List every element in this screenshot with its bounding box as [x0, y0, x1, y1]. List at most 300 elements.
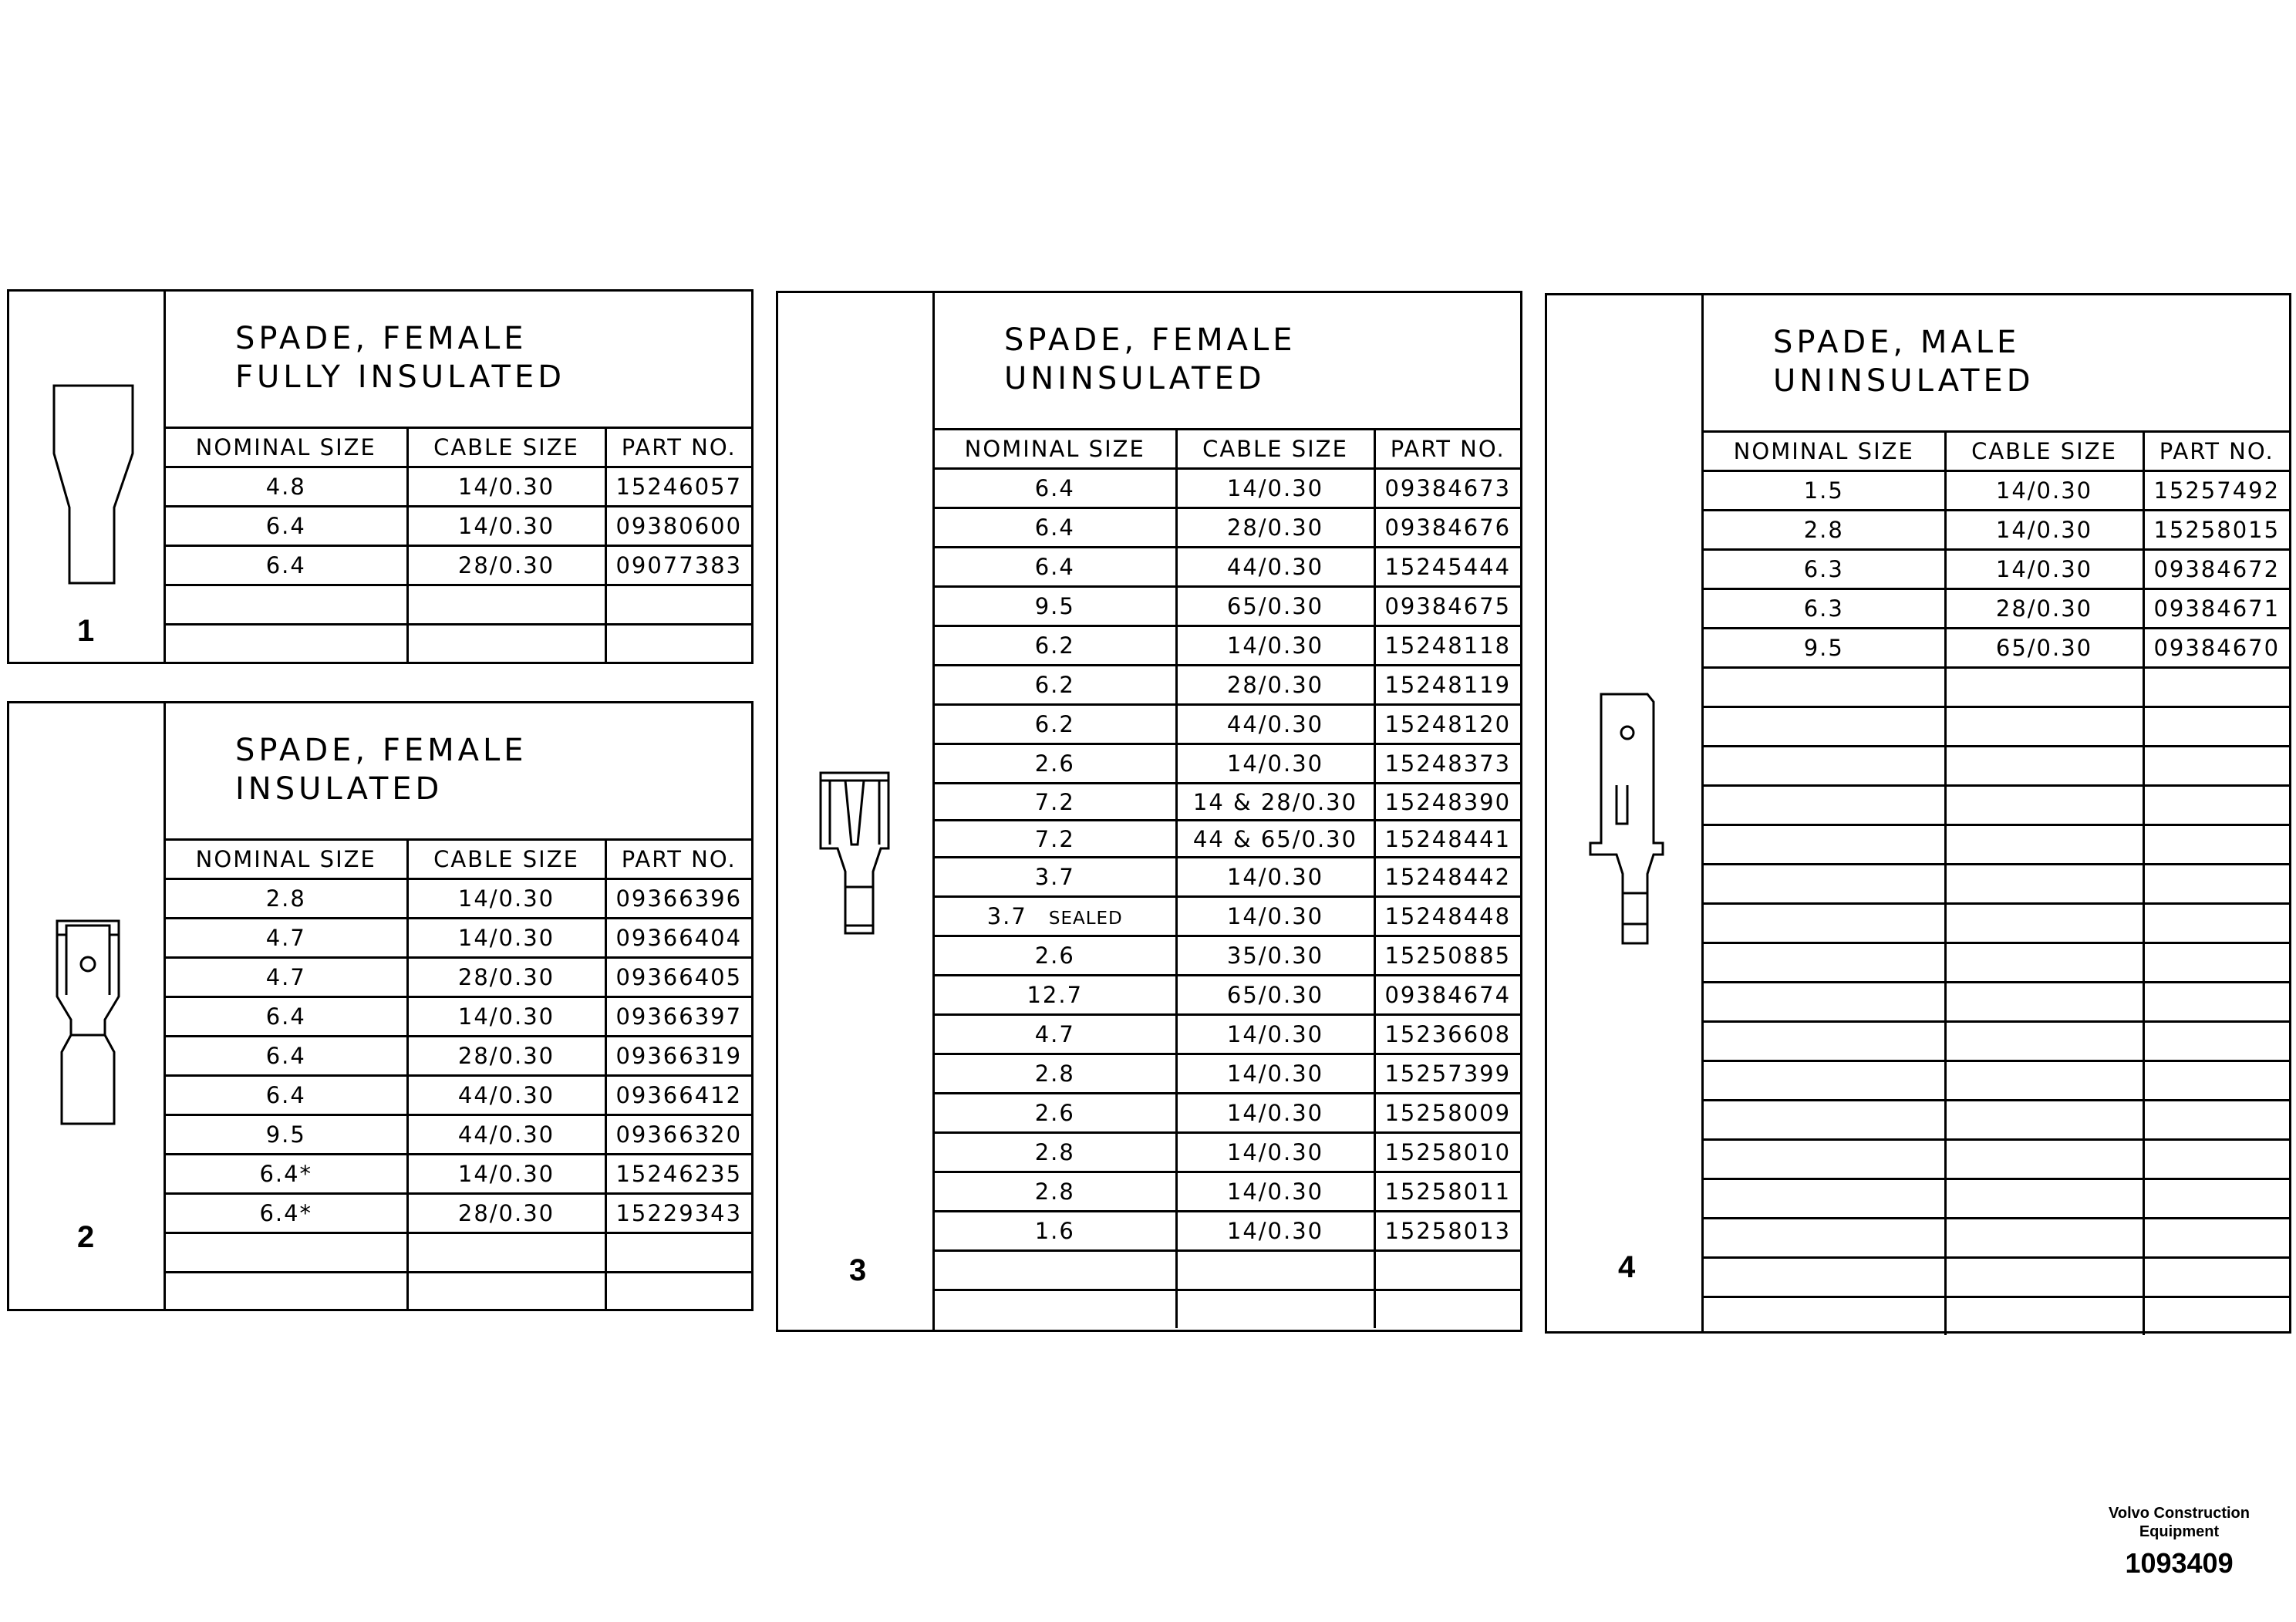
nominal-size-value: 2.8: [1034, 1139, 1075, 1165]
cable-size-cell: [1945, 904, 2143, 943]
cable-size-cell: [1945, 707, 2143, 747]
nominal-size-cell: [1704, 786, 1945, 825]
cable-size-cell: 14/0.30: [1176, 1172, 1374, 1212]
nominal-size-cell: [1704, 471, 1945, 511]
nominal-size-value: 1.5: [1803, 477, 1844, 504]
part-number-cell: [1374, 1251, 1520, 1290]
company-name-line-1: Volvo Construction: [2109, 1505, 2250, 1522]
cable-size-cell: [1945, 1258, 2143, 1297]
terminal-drawing-cell: [9, 703, 166, 1309]
part-number-cell: [2143, 747, 2289, 786]
cable-size-cell: 14/0.30: [1176, 626, 1374, 666]
cable-size-cell: [1945, 668, 2143, 707]
table-row: [1704, 1258, 2289, 1297]
terminal-drawing-cell: [9, 292, 166, 662]
nominal-size-cell: [166, 1194, 407, 1233]
table-row: [166, 997, 751, 1037]
table-row: [166, 919, 751, 958]
title-line-1: SPADE, MALE: [1773, 325, 2021, 360]
nominal-size-value: 6.4: [1034, 554, 1075, 580]
table-row: [1704, 865, 2289, 904]
part-number-cell: 09366404: [605, 919, 751, 958]
cable-size-cell: 14/0.30: [1176, 1133, 1374, 1172]
part-no-header: PART NO.: [605, 841, 751, 879]
cable-size-cell: 28/0.30: [407, 1194, 605, 1233]
cable-size-cell: 35/0.30: [1176, 936, 1374, 976]
table-row: [935, 1133, 1520, 1172]
nominal-size-header: NOMINAL SIZE: [166, 429, 407, 467]
part-number-cell: [605, 625, 751, 663]
table-row: [166, 879, 751, 919]
table-row: [935, 784, 1520, 821]
part-no-header: PART NO.: [2143, 433, 2289, 471]
cable-size-cell: 14/0.30: [407, 919, 605, 958]
nominal-size-value: 2.6: [1034, 1100, 1075, 1126]
part-number-cell: [2143, 1061, 2289, 1101]
company-name-line-2: Equipment: [2139, 1523, 2220, 1540]
table-row: [935, 858, 1520, 897]
nominal-size-cell: [935, 548, 1176, 587]
cable-size-cell: 14/0.30: [1945, 471, 2143, 511]
nominal-size-value: 6.4: [265, 1043, 306, 1069]
nominal-size-cell: [166, 467, 407, 507]
nominal-size-cell: [1704, 629, 1945, 668]
cable-size-cell: 14/0.30: [1945, 550, 2143, 589]
terminal-panel-3: [776, 291, 1522, 1332]
nominal-size-value: 4.7: [265, 964, 306, 990]
table-row: [1704, 904, 2289, 943]
table-row: [166, 1155, 751, 1194]
panel-number: 4: [1618, 1250, 1636, 1284]
title-line-1: SPADE, FEMALE: [235, 733, 528, 768]
cable-size-cell: [1176, 1290, 1374, 1329]
cable-size-cell: 44/0.30: [407, 1076, 605, 1115]
part-number-cell: 15246057: [605, 467, 751, 507]
table-row: [1704, 511, 2289, 550]
nominal-size-header: NOMINAL SIZE: [935, 430, 1176, 469]
cable-size-cell: 14/0.30: [407, 467, 605, 507]
header-row: [935, 430, 1520, 469]
nominal-size-value: 6.4: [265, 1082, 306, 1108]
parts-table: [166, 841, 751, 1310]
nominal-size-cell: [1704, 904, 1945, 943]
table-row: [1704, 1140, 2289, 1179]
part-number-cell: 15248448: [1374, 897, 1520, 936]
table-row: [935, 469, 1520, 508]
panel-number: 1: [77, 614, 95, 648]
table-row: [166, 546, 751, 585]
table-row: [1704, 747, 2289, 786]
cable-size-header: CABLE SIZE: [1945, 433, 2143, 471]
title-line-2: UNINSULATED: [1004, 361, 1266, 396]
part-number-cell: 15245444: [1374, 548, 1520, 587]
nominal-size-value: 4.7: [265, 925, 306, 951]
table-row: [1704, 1179, 2289, 1219]
nominal-size-header: NOMINAL SIZE: [1704, 433, 1945, 471]
table-row: [166, 1273, 751, 1311]
table-row: [935, 626, 1520, 666]
terminal-panel-4: [1545, 293, 2291, 1334]
nominal-size-value: 6.4: [265, 513, 306, 539]
spade-male-uninsulated-drawing: [1586, 693, 1671, 955]
title-line-2: UNINSULATED: [1773, 363, 2035, 399]
nominal-size-cell: [1704, 1258, 1945, 1297]
table-row: [935, 666, 1520, 705]
cable-size-cell: 14/0.30: [407, 1155, 605, 1194]
part-number-cell: 09366397: [605, 997, 751, 1037]
cable-size-cell: 14/0.30: [1176, 1212, 1374, 1251]
nominal-size-cell: [1704, 550, 1945, 589]
part-number-cell: [2143, 865, 2289, 904]
cable-size-cell: 14/0.30: [1176, 1094, 1374, 1133]
table-row: [1704, 629, 2289, 668]
table-row: [935, 1212, 1520, 1251]
table-row: [1704, 1022, 2289, 1061]
table-row: [935, 548, 1520, 587]
part-number-cell: [2143, 1101, 2289, 1140]
nominal-size-value: 2.8: [265, 885, 306, 912]
spade-female-uninsulated-drawing: [813, 771, 898, 949]
nominal-size-cell: [166, 997, 407, 1037]
nominal-size-cell: [1704, 1101, 1945, 1140]
cable-size-cell: [1945, 1219, 2143, 1258]
nominal-size-value: 2.6: [1034, 943, 1075, 969]
table-row: [1704, 707, 2289, 747]
table-row: [935, 1054, 1520, 1094]
table-row: [166, 585, 751, 625]
cable-size-cell: 65/0.30: [1176, 976, 1374, 1015]
nominal-size-cell: [935, 821, 1176, 858]
nominal-size-value: 2.8: [1803, 517, 1844, 543]
table-row: [166, 1233, 751, 1273]
table-row: [166, 625, 751, 663]
cable-size-cell: 65/0.30: [1176, 587, 1374, 626]
cable-size-cell: 14/0.30: [1176, 1054, 1374, 1094]
part-number-cell: 15258015: [2143, 511, 2289, 550]
part-number-cell: 15236608: [1374, 1015, 1520, 1054]
terminal-panel-2: [7, 701, 754, 1311]
cable-size-cell: [407, 1233, 605, 1273]
part-number-cell: 09077383: [605, 546, 751, 585]
cable-size-cell: 28/0.30: [1176, 508, 1374, 548]
cable-size-cell: 44 & 65/0.30: [1176, 821, 1374, 858]
part-number-cell: [605, 1233, 751, 1273]
nominal-size-value: 7.2: [1034, 788, 1075, 815]
nominal-size-value: 6.3: [1803, 556, 1844, 582]
nominal-size-cell: [935, 626, 1176, 666]
terminal-panel-1: [7, 289, 754, 664]
table-row: [1704, 589, 2289, 629]
part-number-cell: 09366405: [605, 958, 751, 997]
part-number-cell: [2143, 983, 2289, 1022]
parts-table: [935, 430, 1520, 1328]
nominal-size-cell: [935, 1172, 1176, 1212]
nominal-size-cell: [1704, 865, 1945, 904]
part-number-cell: 15258009: [1374, 1094, 1520, 1133]
nominal-size-cell: [935, 1054, 1176, 1094]
part-number-cell: 09366412: [605, 1076, 751, 1115]
part-number-cell: [2143, 786, 2289, 825]
part-number-cell: [2143, 1022, 2289, 1061]
nominal-size-cell: [166, 625, 407, 663]
cable-size-cell: 28/0.30: [407, 958, 605, 997]
cable-size-cell: [1945, 1061, 2143, 1101]
part-number-cell: 15246235: [605, 1155, 751, 1194]
table-row: [1704, 471, 2289, 511]
nominal-size-cell: [935, 469, 1176, 508]
nominal-size-cell: [935, 858, 1176, 897]
cable-size-cell: 28/0.30: [1176, 666, 1374, 705]
nominal-size-cell: [166, 1155, 407, 1194]
cable-size-header: CABLE SIZE: [1176, 430, 1374, 469]
nominal-size-cell: [935, 1094, 1176, 1133]
part-no-header: PART NO.: [605, 429, 751, 467]
nominal-size-cell: [935, 936, 1176, 976]
cable-size-cell: 14/0.30: [407, 507, 605, 546]
table-row: [1704, 550, 2289, 589]
cable-size-cell: 14/0.30: [1176, 858, 1374, 897]
nominal-size-value: 4.7: [1034, 1021, 1075, 1047]
part-number-cell: 09384671: [2143, 589, 2289, 629]
part-number-cell: 09384672: [2143, 550, 2289, 589]
drawing-number: 1093409: [2125, 1547, 2234, 1579]
part-number-cell: [2143, 1219, 2289, 1258]
cable-size-cell: [1945, 1297, 2143, 1336]
header-row: [166, 841, 751, 879]
table-row: [166, 1115, 751, 1155]
nominal-size-cell: [935, 1015, 1176, 1054]
cable-size-cell: [1945, 1140, 2143, 1179]
nominal-size-value: 1.6: [1034, 1218, 1075, 1244]
nominal-size-value: 12.7: [1027, 982, 1084, 1008]
table-row: [1704, 668, 2289, 707]
part-number-cell: 09384675: [1374, 587, 1520, 626]
part-number-cell: 09366320: [605, 1115, 751, 1155]
cable-size-cell: 65/0.30: [1945, 629, 2143, 668]
nominal-size-cell: [1704, 1219, 1945, 1258]
nominal-size-cell: [935, 705, 1176, 744]
nominal-size-value: 2.8: [1034, 1179, 1075, 1205]
nominal-size-cell: [166, 1037, 407, 1076]
nominal-size-cell: [166, 919, 407, 958]
spade-female-insulated-drawing: [48, 919, 133, 1143]
part-number-cell: [2143, 707, 2289, 747]
nominal-size-value: 3.7: [1034, 864, 1075, 890]
nominal-size-value: 3.7: [986, 903, 1027, 929]
table-row: [935, 508, 1520, 548]
cable-size-cell: [1945, 786, 2143, 825]
panel-number: 2: [77, 1220, 95, 1254]
header-row: [166, 429, 751, 467]
nominal-size-value: 2.8: [1034, 1061, 1075, 1087]
part-number-cell: [605, 1273, 751, 1311]
panel-title: [1704, 295, 2289, 433]
part-number-cell: [2143, 1297, 2289, 1336]
title-line-2: FULLY INSULATED: [235, 359, 566, 395]
nominal-size-cell: [166, 507, 407, 546]
cable-size-header: CABLE SIZE: [407, 841, 605, 879]
nominal-size-cell: [1704, 983, 1945, 1022]
title-block: [2109, 1504, 2250, 1580]
nominal-size-cell: [1704, 1022, 1945, 1061]
nominal-size-cell: [935, 587, 1176, 626]
table-row: [935, 936, 1520, 976]
nominal-size-cell: [1704, 668, 1945, 707]
parts-table: [166, 429, 751, 663]
nominal-size-value: 6.4*: [259, 1200, 313, 1226]
cable-size-cell: 44/0.30: [1176, 548, 1374, 587]
cable-size-cell: 14/0.30: [1176, 469, 1374, 508]
part-number-cell: [2143, 904, 2289, 943]
table-row: [935, 1251, 1520, 1290]
part-number-cell: 09384676: [1374, 508, 1520, 548]
panel-title: [166, 703, 751, 841]
table-row: [935, 705, 1520, 744]
nominal-size-cell: [166, 958, 407, 997]
table-row: [1704, 1297, 2289, 1336]
cable-size-cell: [1945, 943, 2143, 983]
cable-size-cell: [407, 625, 605, 663]
table-row: [935, 587, 1520, 626]
part-number-cell: 15248373: [1374, 744, 1520, 784]
nominal-size-value: 6.4: [1034, 475, 1075, 501]
cable-size-cell: 14/0.30: [1176, 744, 1374, 784]
cable-size-cell: [1945, 747, 2143, 786]
part-number-cell: 09366319: [605, 1037, 751, 1076]
table-row: [166, 467, 751, 507]
table-row: [1704, 1061, 2289, 1101]
table-row: [166, 1076, 751, 1115]
table-row: [935, 744, 1520, 784]
nominal-size-value: 7.2: [1034, 825, 1075, 852]
nominal-size-value: 4.8: [265, 474, 306, 500]
table-row: [166, 1037, 751, 1076]
nominal-size-value: 6.4: [265, 1003, 306, 1030]
table-row: [1704, 825, 2289, 865]
nominal-size-cell: [935, 1290, 1176, 1329]
part-number-cell: [2143, 668, 2289, 707]
cable-size-cell: 44/0.30: [1176, 705, 1374, 744]
nominal-size-cell: [935, 1133, 1176, 1172]
table-row: [1704, 1219, 2289, 1258]
table-row: [935, 1172, 1520, 1212]
nominal-size-value: 6.2: [1034, 632, 1075, 659]
nominal-size-cell: [166, 546, 407, 585]
cable-size-cell: 14/0.30: [1945, 511, 2143, 550]
nominal-size-cell: [935, 897, 1176, 936]
cable-size-cell: [1945, 983, 2143, 1022]
nominal-size-value: 6.2: [1034, 711, 1075, 737]
part-number-cell: 09384673: [1374, 469, 1520, 508]
parts-table: [1704, 433, 2289, 1335]
nominal-size-cell: [1704, 1061, 1945, 1101]
part-number-cell: [2143, 1258, 2289, 1297]
nominal-size-cell: [166, 1076, 407, 1115]
part-number-cell: [605, 585, 751, 625]
table-row: [166, 507, 751, 546]
part-number-cell: 15248441: [1374, 821, 1520, 858]
nominal-size-value: 6.4: [265, 552, 306, 578]
cable-size-cell: 28/0.30: [407, 546, 605, 585]
part-number-cell: 15248118: [1374, 626, 1520, 666]
table-row: [166, 1194, 751, 1233]
cable-size-cell: [407, 585, 605, 625]
part-number-cell: 15250885: [1374, 936, 1520, 976]
cable-size-cell: [1945, 1179, 2143, 1219]
cable-size-cell: 14 & 28/0.30: [1176, 784, 1374, 821]
part-number-cell: [1374, 1290, 1520, 1329]
table-row: [1704, 943, 2289, 983]
cable-size-cell: [1176, 1251, 1374, 1290]
nominal-size-cell: [1704, 747, 1945, 786]
table-row: [935, 976, 1520, 1015]
table-row: [935, 1290, 1520, 1329]
cable-size-cell: [407, 1273, 605, 1311]
part-number-cell: [2143, 825, 2289, 865]
spade-female-fully-insulated-drawing: [40, 384, 140, 600]
cable-size-cell: [1945, 1101, 2143, 1140]
nominal-size-cell: [935, 666, 1176, 705]
part-number-cell: [2143, 1179, 2289, 1219]
table-row: [1704, 983, 2289, 1022]
part-number-cell: 15258013: [1374, 1212, 1520, 1251]
nominal-size-cell: [166, 1115, 407, 1155]
part-number-cell: 15257492: [2143, 471, 2289, 511]
table-row: [935, 897, 1520, 936]
nominal-size-cell: [1704, 1140, 1945, 1179]
nominal-size-cell: [166, 879, 407, 919]
part-number-cell: 09384674: [1374, 976, 1520, 1015]
table-row: [166, 958, 751, 997]
nominal-size-value: 6.4*: [259, 1161, 313, 1187]
cable-size-cell: 14/0.30: [1176, 897, 1374, 936]
cable-size-cell: 28/0.30: [407, 1037, 605, 1076]
cable-size-cell: [1945, 825, 2143, 865]
nominal-size-value: 6.2: [1034, 672, 1075, 698]
nominal-size-cell: [935, 1251, 1176, 1290]
cable-size-header: CABLE SIZE: [407, 429, 605, 467]
nominal-size-cell: [1704, 707, 1945, 747]
part-number-cell: 15248390: [1374, 784, 1520, 821]
title-line-1: SPADE, FEMALE: [1004, 322, 1296, 358]
table-row: [935, 1094, 1520, 1133]
part-number-cell: 15248442: [1374, 858, 1520, 897]
cable-size-cell: 14/0.30: [1176, 1015, 1374, 1054]
nominal-size-cell: [1704, 589, 1945, 629]
part-number-cell: 15258010: [1374, 1133, 1520, 1172]
nominal-size-cell: [935, 508, 1176, 548]
nominal-size-cell: [935, 1212, 1176, 1251]
part-no-header: PART NO.: [1374, 430, 1520, 469]
nominal-size-value: 9.5: [1803, 635, 1844, 661]
cable-size-cell: [1945, 865, 2143, 904]
panel-title: [166, 292, 751, 429]
nominal-size-cell: [1704, 825, 1945, 865]
table-row: [935, 1015, 1520, 1054]
part-number-cell: 15229343: [605, 1194, 751, 1233]
cable-size-cell: 14/0.30: [407, 879, 605, 919]
part-number-cell: [2143, 943, 2289, 983]
cable-size-cell: [1945, 1022, 2143, 1061]
nominal-size-value: 2.6: [1034, 750, 1075, 777]
title-line-2: INSULATED: [235, 771, 443, 807]
nominal-size-cell: [935, 976, 1176, 1015]
panel-number: 3: [849, 1253, 867, 1287]
table-row: [1704, 786, 2289, 825]
part-number-cell: 15257399: [1374, 1054, 1520, 1094]
nominal-size-cell: [935, 744, 1176, 784]
nominal-size-cell: [1704, 1179, 1945, 1219]
